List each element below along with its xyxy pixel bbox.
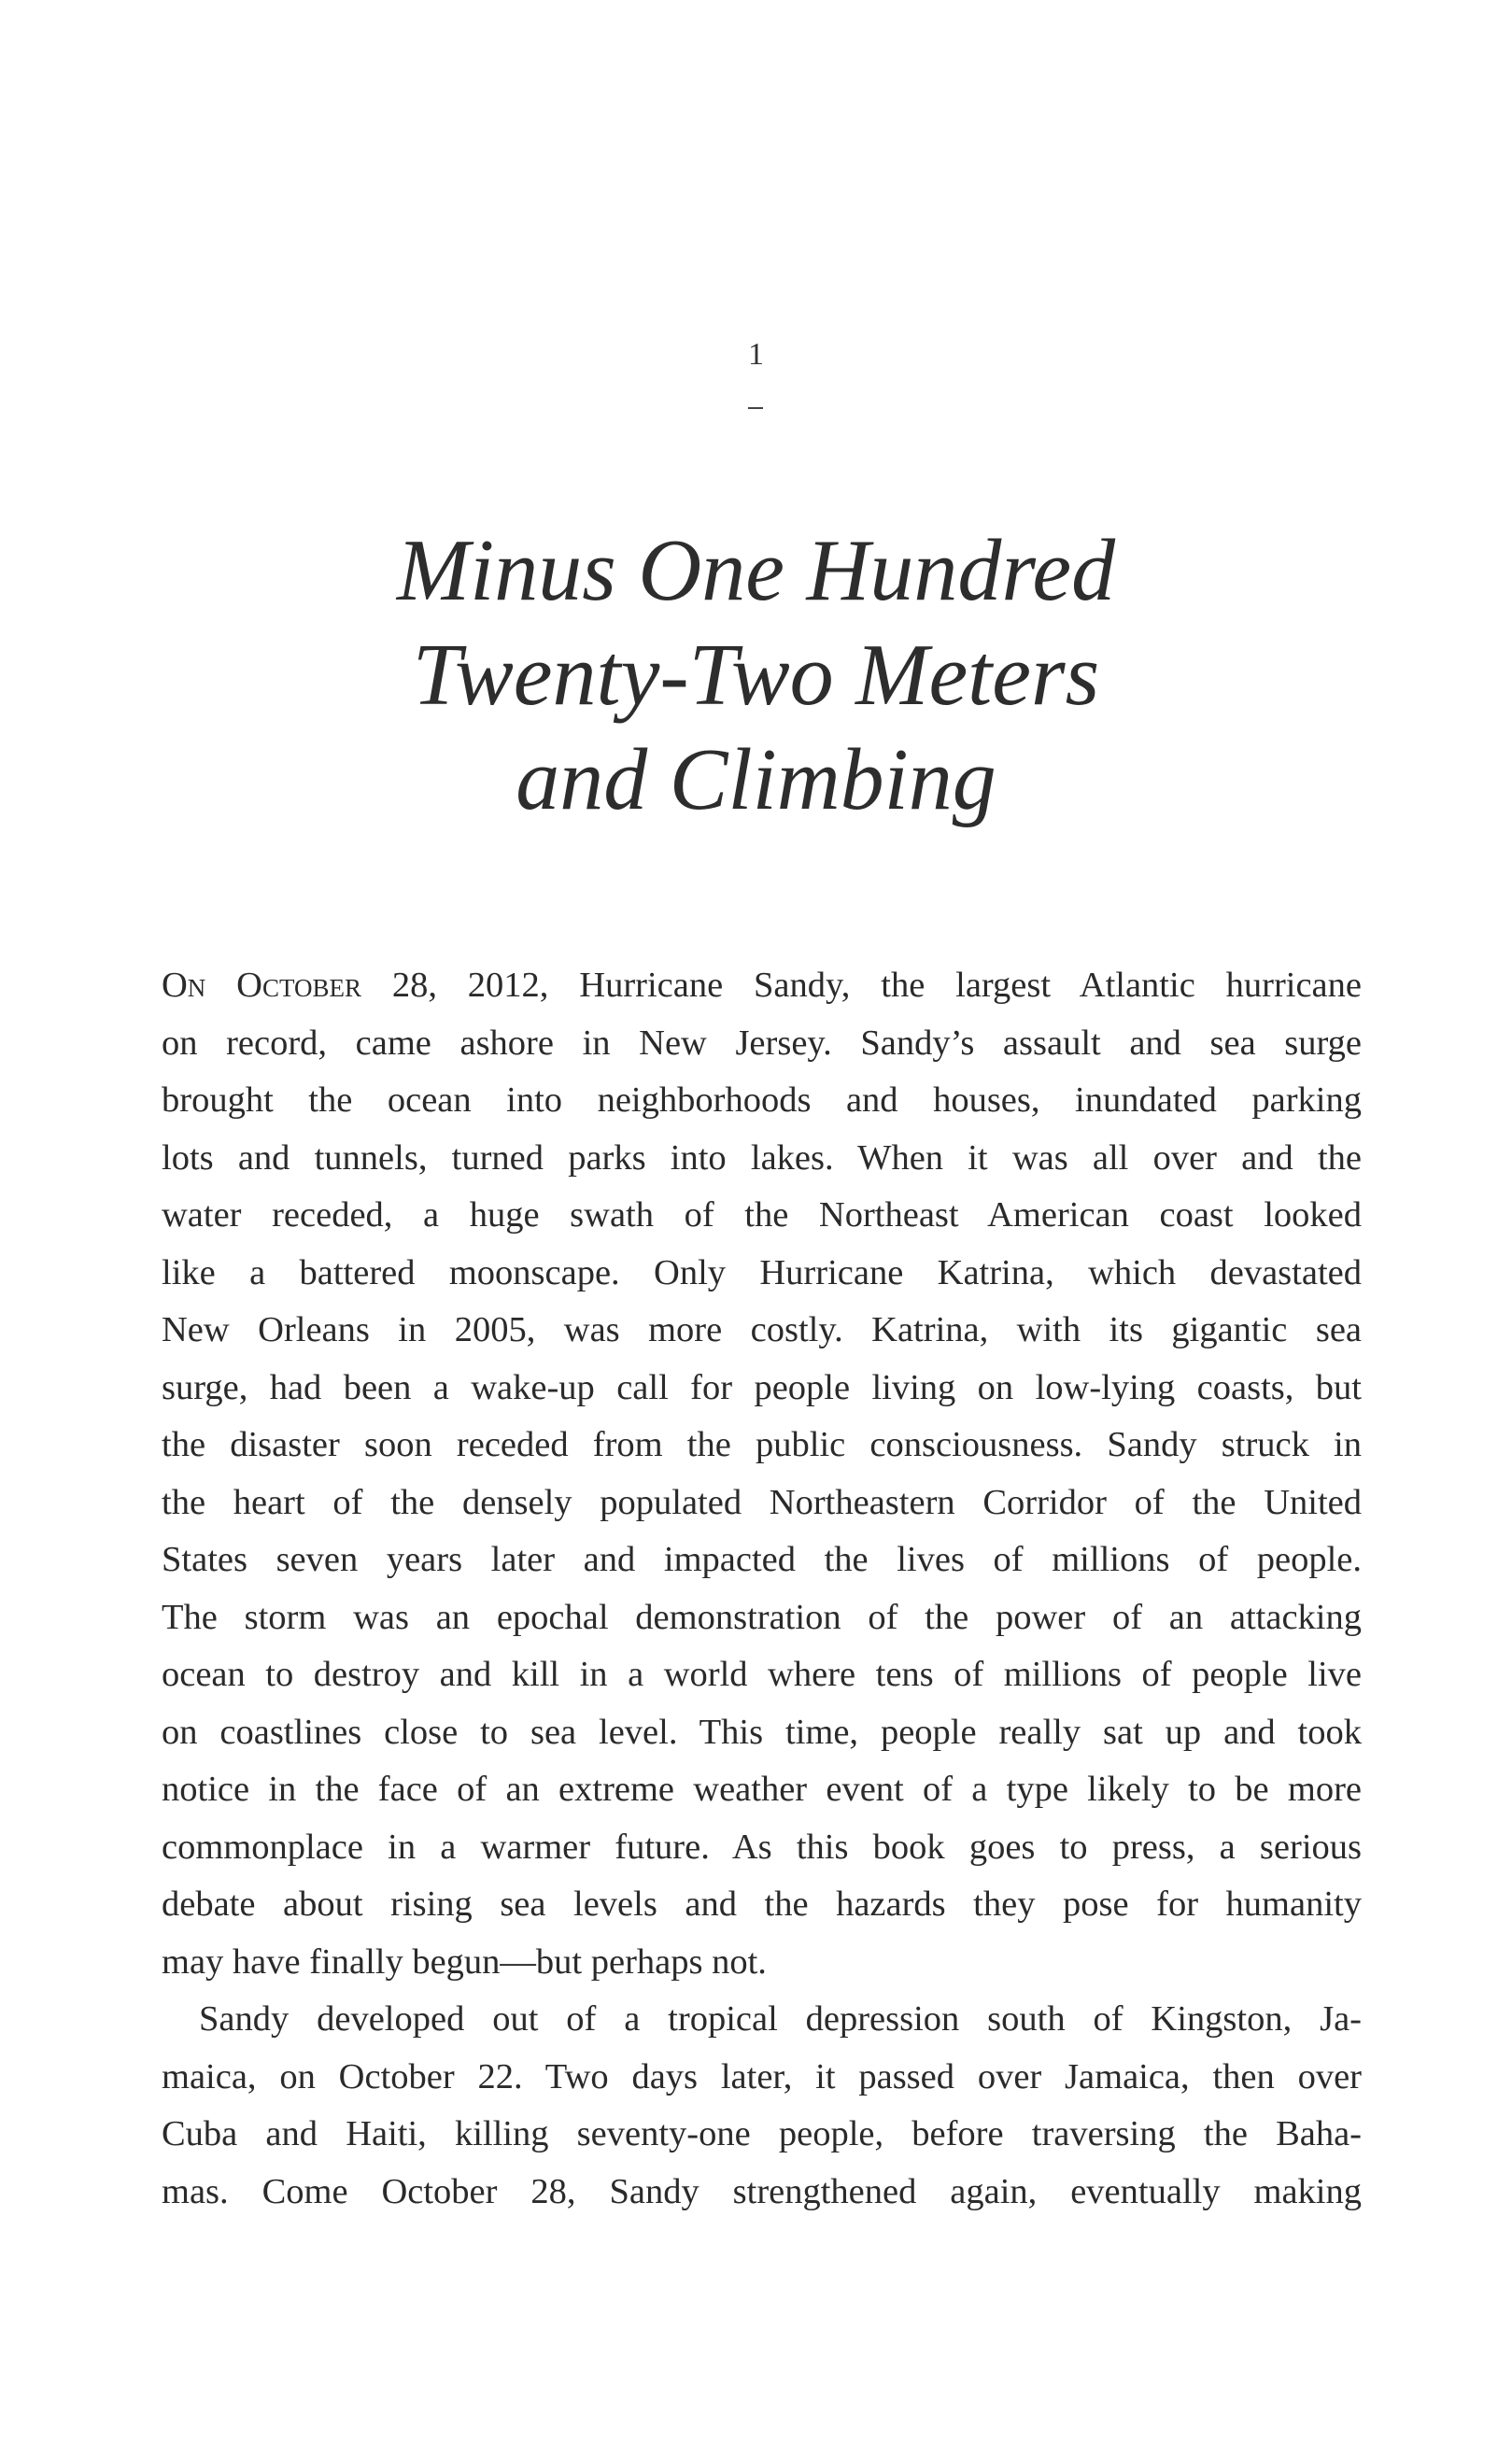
chapter-title-line: Twenty-Two Meters [412, 627, 1100, 724]
text-line: mas. Come October 28, Sandy strengthened again, eventually making [162, 2171, 1362, 2211]
text-line: the heart of the densely populated Northeastern Corridor of the United [162, 1482, 1362, 1522]
text-line: States seven years later and impacted the lives of millions of people. [162, 1540, 1362, 1579]
text-line: like a battered moonscape. Only Hurricane Katrina, which devastated [162, 1252, 1362, 1292]
text-line: debate about rising sea levels and the hazards they pose for humanity [162, 1884, 1362, 1924]
text-line: Cuba and Haiti, killing seventy-one people, before traversing the Baha- [162, 2114, 1362, 2153]
text-line: brought the ocean into neighborhoods and houses, inundated parking [162, 1080, 1362, 1120]
text-line: The storm was an epochal demonstration of the power of an attacking [162, 1597, 1362, 1637]
text-line: water receded, a huge swath of the Northeast American coast looked [162, 1195, 1362, 1235]
text-line-opening: On October 28, 2012, Hurricane Sandy, the largest Atlantic hurricane [162, 966, 1362, 1005]
text-line: on record, came ashore in New Jersey. Sandy’s assault and sea surge [162, 1023, 1362, 1063]
text-line: the disaster soon receded from the public consciousness. Sandy struck in [162, 1425, 1362, 1464]
text-line: Sandy developed out of a tropical depression south of Kingston, Ja- [199, 1999, 1362, 2039]
chapter-title-line: Minus One Hundred [396, 522, 1116, 619]
chapter-title [0, 518, 1512, 832]
text-line: surge, had been a wake-up call for people living on low-lying coasts, but [162, 1367, 1362, 1407]
text-line: notice in the face of an extreme weather event of a type likely to be more [162, 1770, 1362, 1809]
paragraph-2 [162, 1991, 1362, 2221]
text-line: lots and tunnels, turned parks into lakes. When it was all over and the [162, 1137, 1362, 1178]
small-caps-opening: On October [162, 966, 361, 1005]
chapter-number: 1 [748, 337, 764, 372]
paragraph-1 [162, 957, 1362, 1991]
text-line: on coastlines close to sea level. This time, people really sat up and took [162, 1712, 1362, 1752]
text-line: New Orleans in 2005, was more costly. Katrina, with its gigantic sea [162, 1310, 1362, 1349]
text-line: may have finally begun—but perhaps not. [162, 1941, 767, 1982]
chapter-number-rule [748, 407, 763, 409]
text-line: commonplace in a warmer future. As this book goes to press, a serious [162, 1827, 1362, 1867]
body-text [162, 957, 1362, 2221]
chapter-title-line: and Climbing [516, 731, 996, 828]
text-line: ocean to destroy and kill in a world where tens of millions of people live [162, 1655, 1362, 1694]
text-line: maica, on October 22. Two days later, it passed over Jamaica, then over [162, 2056, 1362, 2096]
